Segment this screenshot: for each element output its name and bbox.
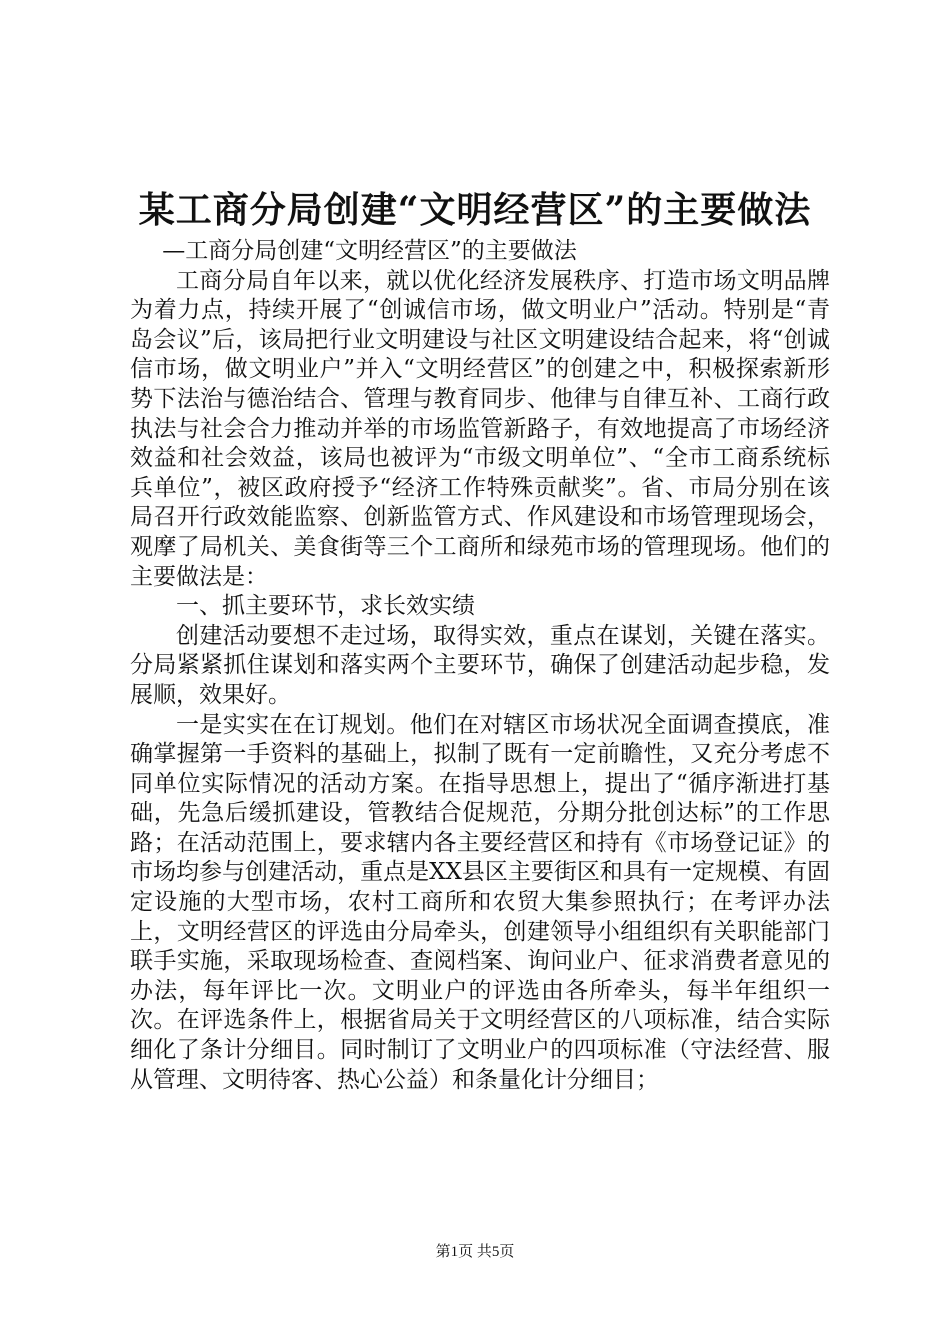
- document-body: [130, 237, 830, 1095]
- document-subtitle: —工商分局创建“文明经营区”的主要做法: [162, 238, 577, 264]
- section-heading: 一、抓主要环节，求长效实绩: [176, 593, 475, 620]
- paragraph: 创建活动要想不走过场，取得实效，重点在谋划，关键在落实。分局紧紧抓住谋划和落实两个主要环节，确保了创建活动起步稳，发展顺，效果好。: [130, 622, 830, 708]
- paragraph: 一是实实在在订规划。他们在对辖区市场状况全面调查摸底，准确掌握第一手资料的基础上，拟制了既有一定前瞻性，又充分考虑不同单位实际情况的活动方案。在指导思想上，提出了“循序渐进打基础，先急后缓抓建设，管教结合促规范，分期分批创达标”的工作思路；在活动范围上，要求辖内各主要经营区和持有《市场登记证》的市场均参与创建活动，重点是XX县区主要街区和具有一定规模、有固定设施的大型市场，农村工商所和农贸大集参照执行；在考评办法上，文明经营区的评选由分局牵头，创建领导小组组织有关职能部门联手实施，采取现场检查、查阅档案、询问业户、征求消费者意见的办法，每年评比一次。文明业户的评选由各所牵头，每半年组织一次。在评选条件上，根据省局关于文明经营区的八项标准，结合实际细化了条计分细目。同时制订了文明业户的四项标准（守法经营、服从管理、文明待客、热心公益）和条量化计分细目；: [130, 711, 830, 1093]
- page-number-footer: 第1页 共5页: [435, 1244, 515, 1260]
- document-title: 某工商分局创建“文明经营区”的主要做法: [138, 189, 812, 231]
- paragraph: 工商分局自年以来，就以优化经济发展秩序、打造市场文明品牌为着力点，持续开展了“创诚信市场，做文明业户”活动。特别是“青岛会议”后，该局把行业文明建设与社区文明建设结合起来，将“创诚信市场，做文明业户”并入“文明经营区”的创建之中，积极探索新形势下法治与德治结合、管理与教育同步、他律与自律互补、工商行政执法与社会合力推动并举的市场监管新路子，有效地提高了市场经济效益和社会效益，该局也被评为“市级文明单位”、“全市工商系统标兵单位”，被区政府授予“经济工作特殊贡献奖”。省、市局分别在该局召开行政效能监察、创新监管方式、作风建设和市场管理现场会，观摩了局机关、美食街等三个工商所和绿苑市场的管理现场。他们的主要做法是：: [130, 267, 830, 590]
